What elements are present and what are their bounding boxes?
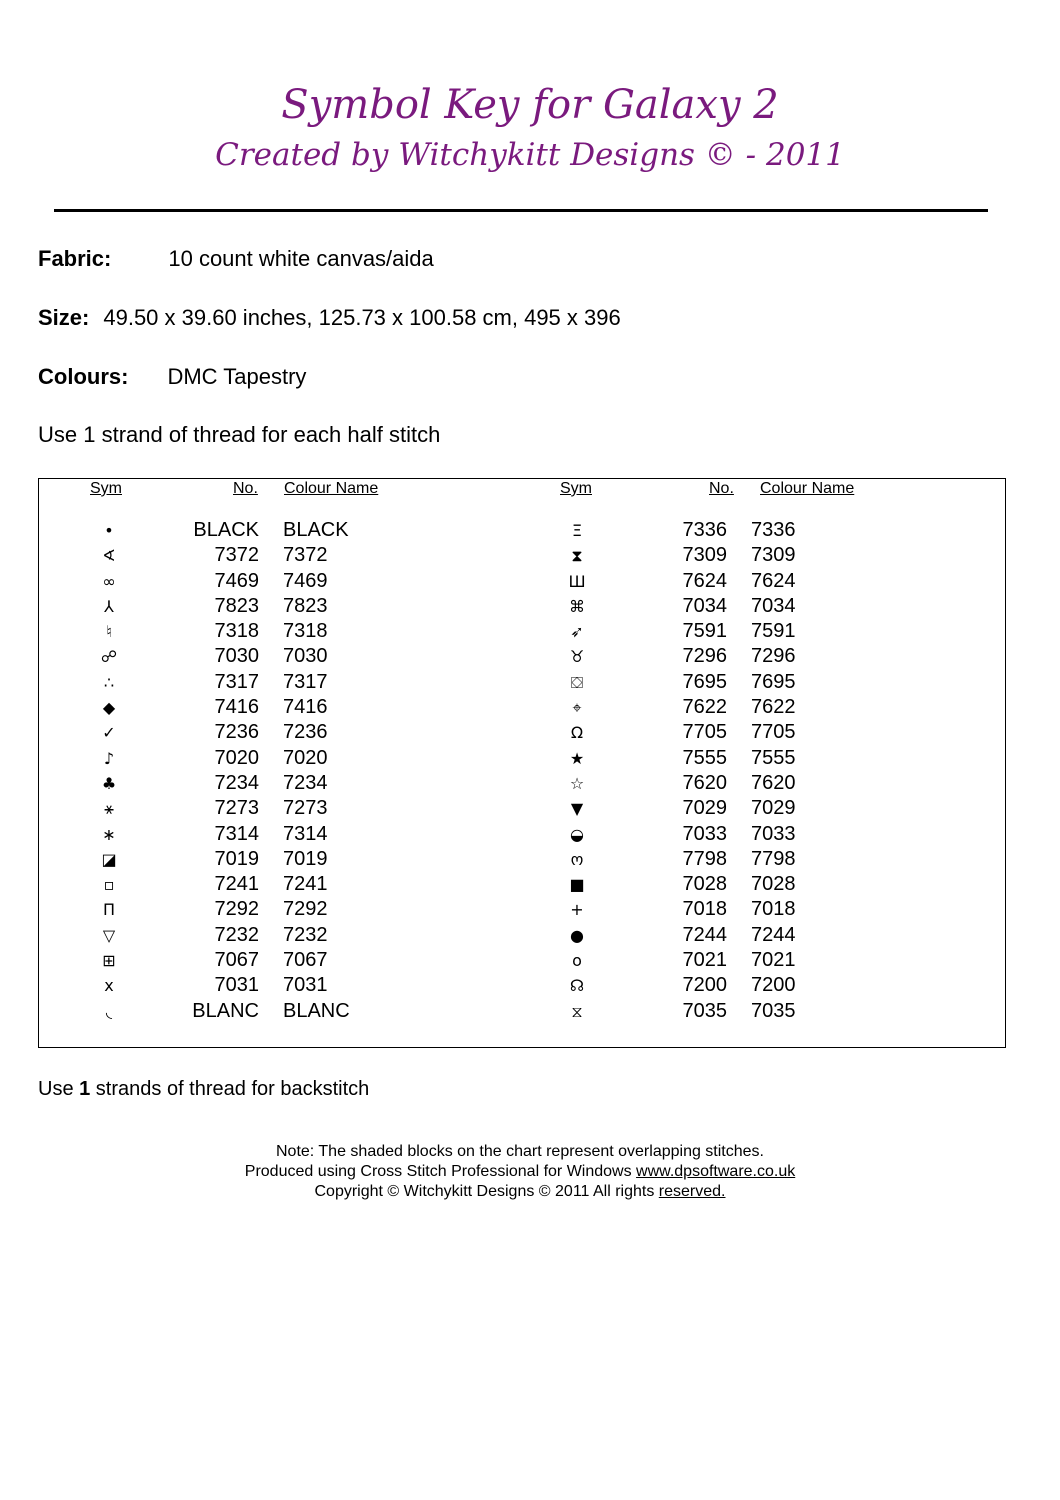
size-line xyxy=(38,305,621,331)
colour-name: 7232 xyxy=(283,923,328,946)
key-row xyxy=(89,999,350,1024)
page-subtitle: Created by Witchykitt Designs © - 2011 xyxy=(215,137,845,173)
symbol-glyph: ◟ xyxy=(105,1001,113,1021)
key-row xyxy=(89,619,350,644)
symbol-glyph: ● xyxy=(570,925,584,945)
colour-name: 7292 xyxy=(283,898,328,921)
page-title: Symbol Key for Galaxy 2 xyxy=(281,82,779,128)
key-row xyxy=(557,847,796,872)
colour-name: 7314 xyxy=(283,822,328,845)
thread-number: 7021 xyxy=(682,949,727,972)
thread-number: 7624 xyxy=(682,569,727,592)
symbol-glyph: ⌘ xyxy=(569,596,585,616)
backstitch-suffix: strands of thread for backstitch xyxy=(90,1078,370,1100)
dpsoftware-link[interactable]: www.dpsoftware.co.uk xyxy=(636,1163,796,1180)
colour-name: 7317 xyxy=(283,670,328,693)
key-row xyxy=(557,518,796,543)
right-header-sym: Sym xyxy=(560,480,592,497)
symbol-glyph: ◪ xyxy=(101,849,117,869)
symbol-glyph: ♪ xyxy=(103,748,115,768)
symbol-glyph: Π xyxy=(102,900,116,920)
symbol-glyph: ✓ xyxy=(102,723,116,743)
colour-name: 7372 xyxy=(283,544,328,567)
symbol-glyph: ⚹ xyxy=(104,799,114,819)
thread-number: 7622 xyxy=(682,696,727,719)
key-row xyxy=(89,695,350,720)
symbol-glyph: ⧖ xyxy=(571,1001,583,1021)
colours-line xyxy=(38,364,306,390)
key-row xyxy=(89,518,350,543)
symbol-glyph: ★ xyxy=(569,748,585,768)
symbol-glyph: + xyxy=(570,900,584,920)
key-row xyxy=(557,619,796,644)
backstitch-count: 1 xyxy=(79,1078,91,1100)
colour-name: BLANC xyxy=(283,999,350,1022)
footer-note: Note: The shaded blocks on the chart represent overlapping stitches. xyxy=(276,1143,764,1160)
thread-number: 7469 xyxy=(214,569,259,592)
fabric-line xyxy=(38,246,434,272)
colour-name: 7695 xyxy=(751,670,796,693)
colours-value: DMC Tapestry xyxy=(167,364,307,389)
thread-number: 7018 xyxy=(682,898,727,921)
colour-name: 7067 xyxy=(283,949,328,972)
key-row xyxy=(557,644,796,669)
symbol-glyph: o xyxy=(572,951,582,971)
key-row xyxy=(557,999,796,1024)
symbol-glyph: • xyxy=(104,521,114,540)
thread-number: 7705 xyxy=(682,721,727,744)
key-row xyxy=(89,543,350,568)
key-row xyxy=(557,543,796,568)
symbol-glyph: x xyxy=(104,976,114,996)
backstitch-prefix: Use xyxy=(38,1078,80,1100)
colour-name: 7033 xyxy=(751,822,796,845)
symbol-glyph: ∗ xyxy=(102,824,116,844)
colour-name: 7823 xyxy=(283,594,328,617)
colour-name: 7021 xyxy=(751,949,796,972)
colour-name: 7200 xyxy=(751,974,796,997)
thread-number: 7273 xyxy=(214,797,259,820)
thread-number: BLACK xyxy=(193,519,259,541)
thread-number: 7695 xyxy=(682,670,727,693)
thread-number: 7416 xyxy=(214,696,259,719)
symbol-glyph: ☆ xyxy=(569,773,585,793)
colours-label: Colours: xyxy=(38,364,129,389)
key-row xyxy=(89,644,350,669)
thread-number: BLANC xyxy=(192,999,259,1022)
thread-number: 7236 xyxy=(214,721,259,744)
thread-number: 7244 xyxy=(682,923,727,946)
backstitch-note xyxy=(38,1078,369,1101)
symbol-glyph: Ξ xyxy=(571,521,583,540)
colour-name: 7309 xyxy=(751,544,796,567)
right-header-no: No. xyxy=(709,480,734,497)
thread-number: 7317 xyxy=(214,670,259,693)
colour-name: 7555 xyxy=(751,746,796,769)
fabric-label: Fabric: xyxy=(38,246,112,271)
reserved-link: reserved. xyxy=(658,1183,726,1200)
thread-number: 7798 xyxy=(682,847,727,870)
symbol-glyph: ☍ xyxy=(100,647,118,667)
symbol-glyph: ო xyxy=(570,849,584,869)
footer-produced xyxy=(0,1163,1040,1181)
symbol-glyph: ■ xyxy=(569,875,585,895)
left-header-no: No. xyxy=(233,480,258,497)
colour-name: 7030 xyxy=(283,645,328,668)
thread-number: 7034 xyxy=(682,594,727,617)
symbol-glyph: ∢ xyxy=(102,546,116,566)
title-divider xyxy=(54,209,988,212)
key-column-right xyxy=(557,518,796,1024)
thread-number: 7296 xyxy=(682,645,727,668)
size-label: Size: xyxy=(38,305,90,330)
key-row xyxy=(557,670,796,695)
colour-name: 7624 xyxy=(751,569,796,592)
thread-number: 7318 xyxy=(214,620,259,643)
key-row xyxy=(89,720,350,745)
key-row xyxy=(89,948,350,973)
key-row xyxy=(557,973,796,998)
thread-number: 7033 xyxy=(682,822,727,845)
colour-name: 7236 xyxy=(283,721,328,744)
key-column-left xyxy=(89,518,350,1024)
colour-name: BLACK xyxy=(283,519,349,541)
colour-name: 7031 xyxy=(283,974,328,997)
colour-name: 7591 xyxy=(751,620,796,643)
right-header-name: Colour Name xyxy=(760,480,855,497)
thread-number: 7029 xyxy=(682,797,727,820)
key-row xyxy=(557,746,796,771)
colour-name: 7318 xyxy=(283,620,328,643)
left-header-name: Colour Name xyxy=(284,480,379,497)
symbol-glyph: Ω xyxy=(570,723,584,743)
thread-number: 7591 xyxy=(682,620,727,643)
symbol-glyph: ♉ xyxy=(569,647,585,667)
key-row xyxy=(89,746,350,771)
thread-number: 7336 xyxy=(682,519,727,541)
key-row xyxy=(89,973,350,998)
copyright-text: Copyright © Witchykitt Designs © 2011 All rights xyxy=(314,1183,659,1200)
key-row xyxy=(89,771,350,796)
key-row xyxy=(557,822,796,847)
thread-number: 7620 xyxy=(682,771,727,794)
symbol-glyph: ♮ xyxy=(106,622,112,642)
key-row xyxy=(557,771,796,796)
colour-name: 7798 xyxy=(751,847,796,870)
thread-number: 7019 xyxy=(214,847,259,870)
colour-name: 7028 xyxy=(751,873,796,896)
colour-name: 7705 xyxy=(751,721,796,744)
symbol-glyph: ▫ xyxy=(103,875,115,895)
thread-number: 7314 xyxy=(214,822,259,845)
key-row xyxy=(89,872,350,897)
symbol-glyph: ⊞ xyxy=(102,951,116,971)
key-row xyxy=(557,720,796,745)
thread-number: 7241 xyxy=(214,873,259,896)
thread-number: 7372 xyxy=(214,544,259,567)
key-row xyxy=(89,569,350,594)
left-header-sym: Sym xyxy=(90,480,122,497)
symbol-glyph: ∞ xyxy=(102,571,116,591)
symbol-glyph: Ш xyxy=(568,571,586,591)
thread-number: 7035 xyxy=(682,999,727,1022)
symbol-glyph: ⧗ xyxy=(571,546,583,566)
key-row xyxy=(89,670,350,695)
thread-number: 7030 xyxy=(214,645,259,668)
symbol-glyph: ▽ xyxy=(102,925,116,945)
symbol-glyph: ♣ xyxy=(101,773,117,793)
thread-number: 7309 xyxy=(682,544,727,567)
key-row xyxy=(557,695,796,720)
thread-number: 7555 xyxy=(682,746,727,769)
symbol-glyph: ◒ xyxy=(570,824,584,844)
symbol-glyph: ∴ xyxy=(103,672,115,692)
colour-name: 7244 xyxy=(751,923,796,946)
key-row xyxy=(557,923,796,948)
colour-name: 7296 xyxy=(751,645,796,668)
colour-name: 7034 xyxy=(751,594,796,617)
thread-number: 7020 xyxy=(214,746,259,769)
key-row xyxy=(89,897,350,922)
key-row xyxy=(89,796,350,821)
symbol-glyph: ◆ xyxy=(102,698,116,718)
key-row xyxy=(89,594,350,619)
colour-name: 7336 xyxy=(751,519,796,541)
key-row xyxy=(89,847,350,872)
symbol-glyph: ⌖ xyxy=(572,698,582,718)
symbol-glyph: ➶ xyxy=(570,622,584,642)
symbol-glyph: ☊ xyxy=(569,976,585,996)
key-row xyxy=(557,796,796,821)
colour-name: 7029 xyxy=(751,797,796,820)
fabric-value: 10 count white canvas/aida xyxy=(168,246,434,271)
size-value: 49.50 x 39.60 inches, 125.73 x 100.58 cm, 495 x 396 xyxy=(103,305,621,330)
thread-number: 7823 xyxy=(214,594,259,617)
thread-number: 7200 xyxy=(682,974,727,997)
colour-name: 7620 xyxy=(751,771,796,794)
key-row xyxy=(557,897,796,922)
key-row xyxy=(557,594,796,619)
symbol-glyph: ⛋ xyxy=(570,672,584,692)
colour-name: 7241 xyxy=(283,873,328,896)
colour-name: 7416 xyxy=(283,696,328,719)
colour-name: 7018 xyxy=(751,898,796,921)
thread-number: 7292 xyxy=(214,898,259,921)
footer-copyright xyxy=(0,1183,1040,1201)
colour-name: 7273 xyxy=(283,797,328,820)
colour-name: 7469 xyxy=(283,569,328,592)
thread-number: 7067 xyxy=(214,949,259,972)
symbol-glyph: ⅄ xyxy=(104,596,114,616)
colour-name: 7234 xyxy=(283,771,328,794)
key-row xyxy=(557,948,796,973)
key-row xyxy=(89,923,350,948)
colour-name: 7035 xyxy=(751,999,796,1022)
thread-number: 7232 xyxy=(214,923,259,946)
thread-number: 7028 xyxy=(682,873,727,896)
key-row xyxy=(557,569,796,594)
symbol-glyph: ▼ xyxy=(570,799,584,819)
half-stitch-note: Use 1 strand of thread for each half stitch xyxy=(38,422,441,447)
key-row xyxy=(89,822,350,847)
colour-name: 7019 xyxy=(283,847,328,870)
colour-name: 7622 xyxy=(751,696,796,719)
produced-text: Produced using Cross Stitch Professional for Windows xyxy=(244,1163,637,1180)
thread-number: 7031 xyxy=(214,974,259,997)
key-row xyxy=(557,872,796,897)
thread-number: 7234 xyxy=(214,771,259,794)
colour-name: 7020 xyxy=(283,746,328,769)
